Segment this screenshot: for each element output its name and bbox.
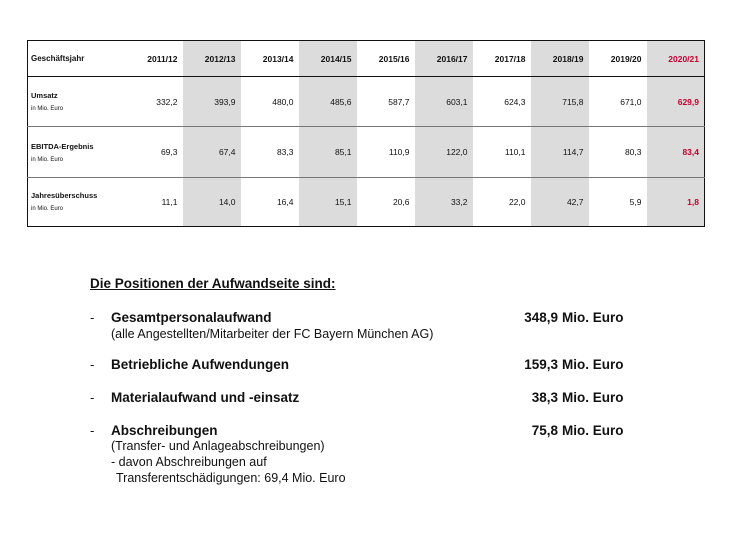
expense-note-line: - davon Abschreibungen auf: [111, 455, 267, 469]
row-label-text: Umsatz: [31, 91, 58, 101]
year-header: 2013/14: [241, 41, 299, 77]
table-cell: 485,6: [299, 77, 357, 127]
bullet-dash: -: [90, 423, 95, 438]
expense-amount: 38,3: [531, 390, 558, 405]
year-header: 2019/20: [589, 41, 647, 77]
table-cell: 42,7: [531, 177, 589, 226]
expense-note-line: Transferentschädigungen: 69,4 Mio. Euro: [116, 471, 346, 485]
expense-amount: 348,9: [524, 310, 558, 325]
table-cell: 393,9: [183, 77, 241, 127]
bullet-dash: -: [90, 310, 95, 325]
table-cell: 33,2: [415, 177, 473, 226]
table-row-jahresueberschuss: [28, 177, 705, 226]
table-cell: 603,1: [415, 77, 473, 127]
table-cell: 80,3: [589, 127, 647, 177]
table-cell: 67,4: [183, 127, 241, 177]
table-cell: 20,6: [392, 196, 410, 207]
year-header: 2011/12: [125, 41, 183, 77]
table-cell: 83,3: [241, 127, 299, 177]
section-title: Die Positionen der Aufwandseite sind:: [90, 276, 336, 291]
bullet-dash: -: [90, 390, 95, 405]
year-header: 2015/16: [357, 41, 415, 77]
financial-table: [27, 40, 705, 227]
header-label: Geschäftsjahr: [28, 41, 125, 77]
table-cell: 16,4: [276, 196, 294, 207]
expense-name: Materialaufwand und -einsatz: [111, 390, 300, 405]
expense-amount: 159,3: [524, 357, 558, 372]
expense-name: Gesamtpersonalaufwand: [111, 310, 272, 325]
table-cell: 122,0: [415, 127, 473, 177]
row-label-text: EBITDA-Ergebnis: [31, 141, 94, 151]
row-unit: in Mio. Euro: [31, 156, 64, 163]
table-cell: 15,1: [299, 177, 357, 226]
table-cell: 110,1: [473, 127, 531, 177]
year-header: 2018/19: [531, 41, 589, 77]
table-cell: 110,9: [357, 127, 415, 177]
table-cell: 715,8: [531, 77, 589, 127]
table-cell-current: 83,4: [647, 127, 705, 177]
expense-amount: 75,8: [531, 423, 558, 438]
table-row-ebitda: [28, 127, 705, 177]
expense-note-line: (Transfer- und Anlageabschreibungen): [111, 439, 325, 453]
row-label-text: Jahresüberschuss: [31, 191, 98, 201]
table-cell: 11,1: [161, 196, 178, 207]
row-label: [28, 177, 125, 226]
year-header: 2016/17: [415, 41, 473, 77]
expense-note: (alle Angestellten/Mitarbeiter der FC Bayern München AG): [111, 327, 434, 341]
expense-unit: Mio. Euro: [562, 390, 624, 405]
year-header: 2012/13: [183, 41, 241, 77]
expense-unit: Mio. Euro: [562, 310, 624, 325]
table-row-umsatz: [28, 77, 705, 127]
row-unit: in Mio. Euro: [31, 206, 64, 213]
year-header: 2014/15: [299, 41, 357, 77]
table-cell: 332,2: [125, 77, 183, 127]
expense-unit: Mio. Euro: [562, 423, 624, 438]
table-cell-current: 1,8: [647, 177, 705, 226]
year-header: 2017/18: [473, 41, 531, 77]
table-cell: 69,3: [125, 127, 183, 177]
table-cell: 114,7: [531, 127, 589, 177]
table-cell-current: 629,9: [647, 77, 705, 127]
table-cell: 5,9: [629, 196, 642, 207]
expense-unit: Mio. Euro: [562, 357, 624, 372]
row-unit: in Mio. Euro: [31, 106, 64, 113]
table-cell: 480,0: [241, 77, 299, 127]
row-label: [28, 127, 125, 177]
expense-name: Betriebliche Aufwendungen: [111, 357, 290, 372]
year-header-current: 2020/21: [647, 41, 705, 77]
row-label: [28, 77, 125, 127]
table-cell: 587,7: [357, 77, 415, 127]
table-cell: 22,0: [508, 196, 526, 207]
table-cell: 14,0: [183, 177, 241, 226]
bullet-dash: -: [90, 357, 95, 372]
expense-name: Abschreibungen: [111, 423, 218, 438]
table-cell: 671,0: [589, 77, 647, 127]
table-cell: 624,3: [473, 77, 531, 127]
table-header-row: [28, 41, 705, 77]
table-cell: 85,1: [299, 127, 357, 177]
